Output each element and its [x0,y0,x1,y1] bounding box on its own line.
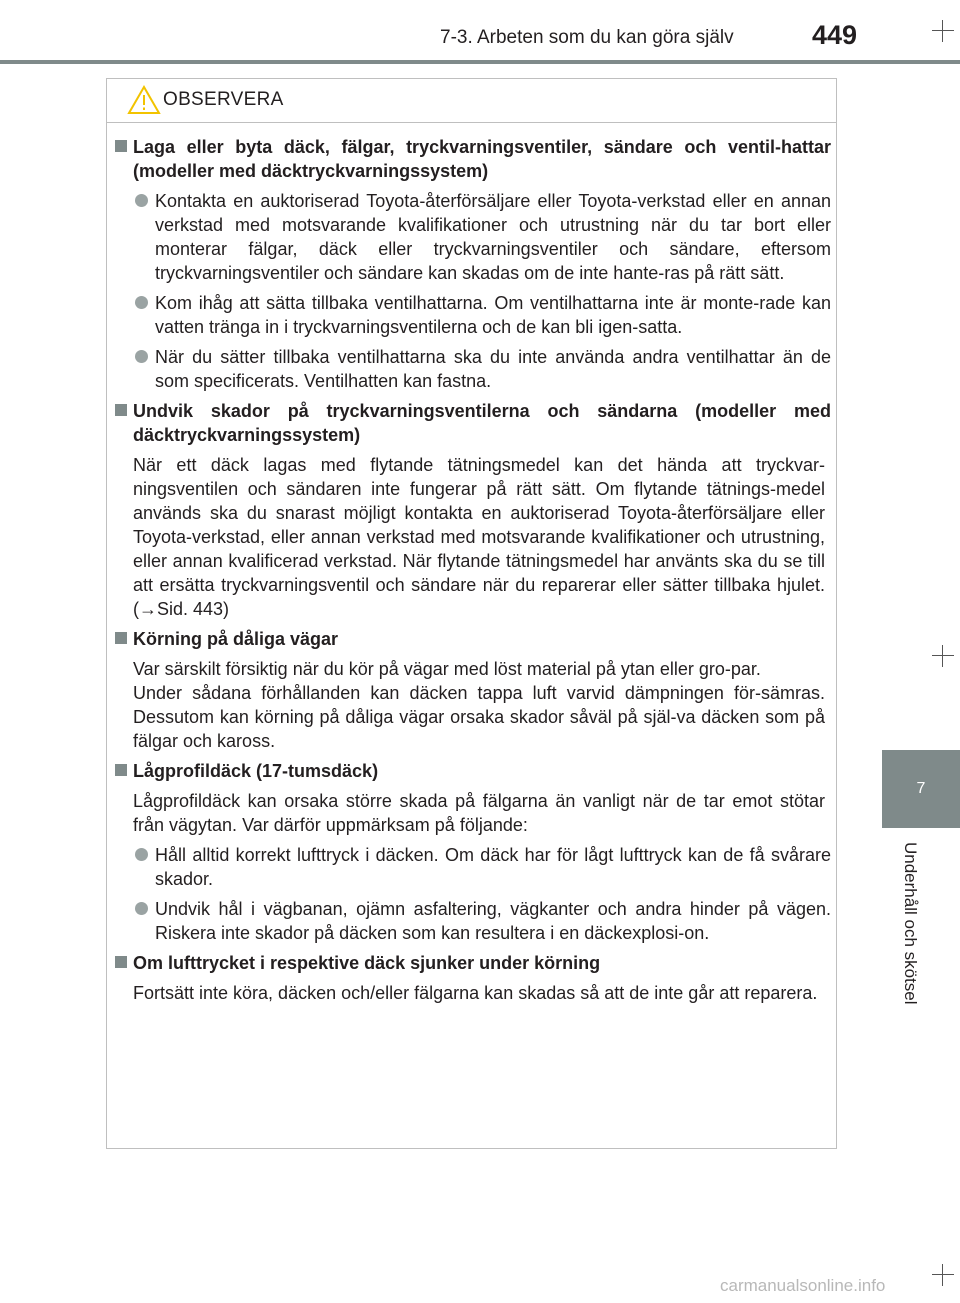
bullet-item: Kom ihåg att sätta tillbaka ventilhattarna. Om ventilhattarna inte är monte-rade kan vatten tränga in i tryckvarningsventilerna och de kan bli igen-satta. [133,291,831,339]
crop-mark-middle-right [932,645,954,667]
header-rule [0,60,960,64]
notice-box [106,78,837,1149]
paragraph: Under sådana förhållanden kan däcken tappa luft varvid dämpningen för-sämras. Dessutom kan körning på dåliga vägar orsaka skador såväl på själ-va däcken som på fälgar och kaross. [133,683,825,751]
crop-mark-top-right [932,20,954,42]
page-number: 449 [812,20,858,50]
notice-content [111,135,831,1011]
section-heading: Lågprofildäck (17-tumsdäck) [133,759,831,783]
section-avoid-damage [111,399,831,621]
section-bad-roads [111,627,831,753]
paragraph: Fortsätt inte köra, däcken och/eller fälgarna kan skadas så att de inte går att reparera. [133,983,818,1003]
paragraph: När ett däck lagas med flytande tätningsmedel kan det hända att tryckvar-ningsventilen och sändaren inte fungerar på rätt sätt. Om flytande tätnings-medel används ska du snarast möjligt kontakta en auktoriserad Toyota-återförsäljare eller Toyota-verkstad, eller annan verkstad med motsvarande kvalifikationer och utrustning, eller annan kvalificerad verkstad. När flytande tätningsmedel har använts ska du se till att ersätta tryckvarningsventil och sändare när du reparerar eller sätter tillbaka hjulet. (→Sid. 443) [133,455,825,619]
bullet-item: Håll alltid korrekt lufttryck i däcken. Om däck har för lågt lufttryck kan de få svårare skador. [133,843,831,891]
watermark: carmanualsonline.info [720,1276,886,1295]
section-heading: Om lufttrycket i respektive däck sjunker under körning [133,951,831,975]
bullet-item: Undvik hål i vägbanan, ojämn asfaltering, vägkanter och andra hinder på vägen. Riskera inte skador på däcken som kan resultera i en däckexplosi-on. [133,897,831,945]
section-pressure-drop [111,951,831,1005]
paragraph: Var särskilt försiktig när du kör på vägar med löst material på ytan eller gro-par. [133,659,761,679]
section-heading: Undvik skador på tryckvarningsventilerna och sändarna (modeller med däcktryckvarningssystem) [133,401,831,445]
notice-title: OBSERVERA [163,89,284,110]
paragraph: Lågprofildäck kan orsaka större skada på fälgarna än vanligt när de tar emot stötar från vägytan. Var därför uppmärksam på följande: [133,791,825,835]
section-low-profile [111,759,831,945]
chapter-label: Underhåll och skötsel [901,842,920,1005]
section-heading: Laga eller byta däck, fälgar, tryckvarningsventiler, sändare och ventil-hattar (modeller med däcktryckvarningssystem) [133,137,831,181]
chapter-tab [882,750,960,828]
section-title: 7-3. Arbeten som du kan göra själv [440,27,734,48]
bullet-item: Kontakta en auktoriserad Toyota-återförsäljare eller Toyota-verkstad eller en annan verkstad med motsvarande kvalifikationer och utrustning när du tar bort eller monterar fälgar, däck eller tryckvarningsventiler och sändare, eftersom tryckvarningsventiler och sändare kan skadas om de inte hante-ras på rätt sätt. [133,189,831,285]
crop-mark-bottom-right [932,1264,954,1286]
section-repair-tires [111,135,831,393]
warning-triangle-icon [127,85,161,115]
section-heading: Körning på dåliga vägar [133,627,831,651]
notice-header [107,79,836,123]
bullet-item: När du sätter tillbaka ventilhattarna ska du inte använda andra ventilhattar än de som specificerats. Ventilhatten kan fastna. [133,345,831,393]
chapter-number: 7 [916,780,926,797]
